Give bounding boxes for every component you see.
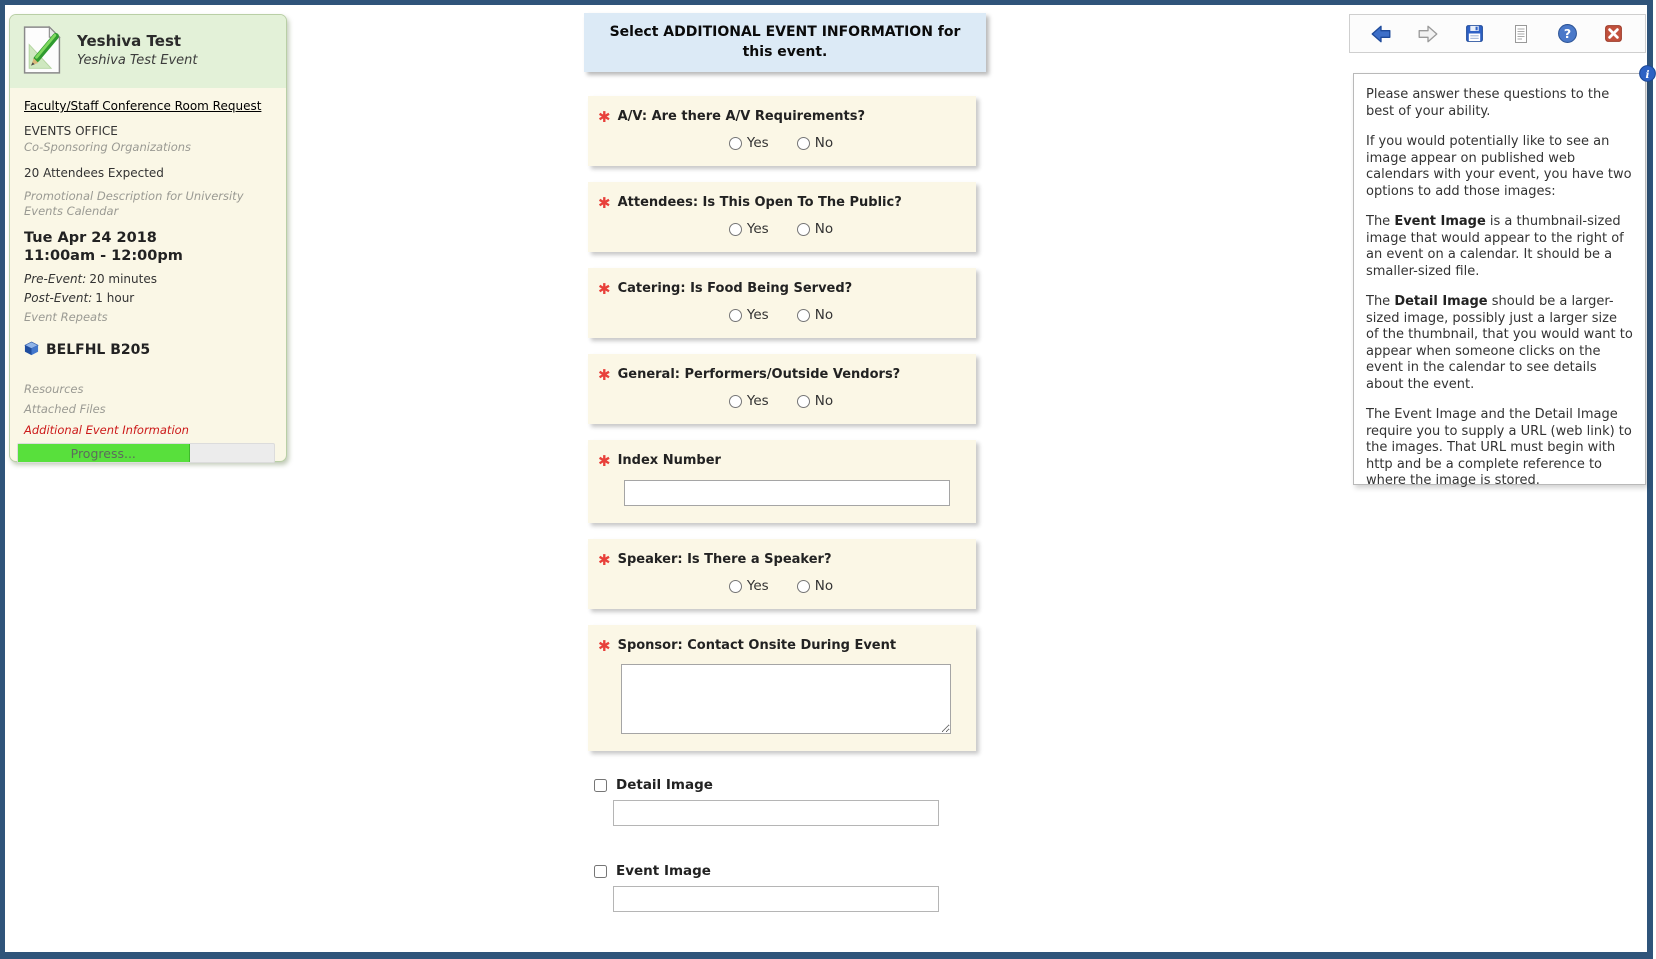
required-asterisk: ✱: [598, 637, 611, 656]
help-paragraph: The Detail Image should be a larger-sized image, possibly just a larger size of the thumbnail, that you would want to appear when someone clicks on the event in the calendar to see details about the event.: [1366, 294, 1633, 392]
attendees-expected: 20 Attendees Expected: [24, 165, 164, 180]
post-event-value: 1 hour: [95, 291, 135, 306]
info-icon[interactable]: [1639, 65, 1656, 82]
wizard-toolbar: [1349, 14, 1646, 53]
event-card-header: [10, 15, 286, 88]
detail-image-checkbox-row[interactable]: [594, 777, 986, 793]
vendors-no-radio[interactable]: [797, 395, 810, 408]
question-label: Index Number: [617, 453, 721, 469]
radio-label-no: No: [814, 393, 834, 410]
sponsor-contact-textarea[interactable]: [621, 664, 951, 734]
radio-option-no[interactable]: [797, 393, 833, 409]
help-paragraph: Please answer these questions to the best of your ability.: [1366, 87, 1610, 119]
event-summary-card: [9, 14, 287, 462]
question-performers-vendors: [588, 354, 976, 424]
help-paragraph: The Event Image is a thumbnail-sized image that would appear to the right of an event on a calendar. It should be a smaller-sized file.: [1366, 214, 1624, 279]
event-location-row: [24, 341, 272, 360]
radio-label-yes: Yes: [746, 393, 769, 410]
event-image-url-input[interactable]: [613, 886, 939, 912]
radio-label-no: No: [814, 307, 834, 324]
event-card-titles: [77, 24, 198, 68]
radio-label-yes: Yes: [746, 135, 769, 152]
co-sponsoring-placeholder: Co-Sponsoring Organizations: [24, 140, 192, 154]
speaker-yes-radio[interactable]: [729, 580, 742, 593]
radio-label-no: No: [814, 221, 834, 238]
question-av-requirements: [588, 96, 976, 166]
question-label: Sponsor: Contact Onsite During Event: [617, 638, 897, 654]
catering-yes-radio[interactable]: [729, 309, 742, 322]
question-speaker: [588, 539, 976, 609]
question-label: Speaker: Is There a Speaker?: [617, 552, 832, 568]
speaker-no-radio[interactable]: [797, 580, 810, 593]
index-number-input[interactable]: [624, 480, 950, 506]
vendors-yes-radio[interactable]: [729, 395, 742, 408]
radio-option-yes[interactable]: [729, 307, 769, 323]
help-paragraph: If you would potentially like to see an image appear on published web calendars with your event, you have two options to add those images:: [1366, 134, 1632, 199]
svg-text:i: i: [1645, 67, 1650, 81]
event-location: BELFHL B205: [46, 342, 151, 359]
radio-label-no: No: [814, 578, 834, 595]
radio-option-yes[interactable]: [729, 135, 769, 151]
radio-option-yes[interactable]: [729, 393, 769, 409]
event-organization: EVENTS OFFICE: [24, 124, 118, 138]
question-index-number: [588, 440, 976, 523]
question-open-to-public: [588, 182, 976, 252]
event-edit-document-icon: [20, 24, 64, 80]
post-event-row: [24, 291, 272, 305]
svg-text:?: ?: [1563, 25, 1572, 41]
event-image-group: [588, 863, 986, 912]
pre-event-label: Pre-Event:: [24, 272, 87, 287]
additional-event-information-link[interactable]: Additional Event Information: [24, 422, 189, 437]
radio-label-yes: Yes: [746, 578, 769, 595]
question-label: A/V: Are there A/V Requirements?: [617, 109, 866, 125]
question-catering: [588, 268, 976, 338]
pre-event-value: 20 minutes: [89, 272, 157, 287]
help-icon[interactable]: [1556, 23, 1578, 45]
event-title: Yeshiva Test: [77, 32, 182, 50]
radio-label-no: No: [814, 135, 834, 152]
public-yes-radio[interactable]: [729, 223, 742, 236]
question-sponsor-contact: [588, 625, 976, 751]
progress-fill: [18, 444, 190, 462]
radio-label-yes: Yes: [746, 221, 769, 238]
close-icon[interactable]: [1603, 23, 1625, 45]
required-asterisk: ✱: [598, 108, 611, 127]
required-asterisk: ✱: [598, 366, 611, 385]
radio-option-no[interactable]: [797, 307, 833, 323]
page-content: [5, 5, 1650, 952]
wizard-main-column: [584, 13, 986, 912]
av-no-radio[interactable]: [797, 137, 810, 150]
event-type-link[interactable]: Faculty/Staff Conference Room Request: [24, 99, 262, 113]
post-event-label: Post-Event:: [24, 291, 93, 306]
event-repeats-placeholder: Event Repeats: [24, 310, 108, 325]
promo-description-placeholder: Promotional Description for University Events Calendar: [24, 188, 244, 219]
catering-no-radio[interactable]: [797, 309, 810, 322]
event-image-checkbox-row[interactable]: [594, 863, 986, 879]
next-icon[interactable]: [1417, 23, 1439, 45]
report-icon[interactable]: [1510, 23, 1532, 45]
radio-option-yes[interactable]: [729, 221, 769, 237]
detail-image-checkbox[interactable]: [594, 779, 607, 792]
required-asterisk: ✱: [598, 452, 611, 471]
required-asterisk: ✱: [598, 280, 611, 299]
question-label: General: Performers/Outside Vendors?: [617, 367, 901, 383]
event-time: 11:00am - 12:00pm: [24, 248, 183, 265]
progress-bar: [17, 443, 275, 463]
detail-image-label: Detail Image: [616, 777, 713, 794]
event-card-body: [10, 88, 286, 461]
required-asterisk: ✱: [598, 551, 611, 570]
radio-option-no[interactable]: [797, 135, 833, 151]
radio-option-no[interactable]: [797, 578, 833, 594]
public-no-radio[interactable]: [797, 223, 810, 236]
av-yes-radio[interactable]: [729, 137, 742, 150]
radio-label-yes: Yes: [746, 307, 769, 324]
help-panel: [1353, 73, 1646, 488]
help-paragraph: The Event Image and the Detail Image require you to supply a URL (web link) to the images. That URL must begin with http and be a complete reference to where the image is stored.: [1366, 407, 1632, 488]
event-image-label: Event Image: [616, 863, 711, 880]
event-image-checkbox[interactable]: [594, 865, 607, 878]
attached-files-placeholder: Attached Files: [24, 402, 106, 417]
radio-option-yes[interactable]: [729, 578, 769, 594]
save-icon[interactable]: [1463, 23, 1485, 45]
step-instruction-header: Select ADDITIONAL EVENT INFORMATION for this event.: [584, 13, 986, 72]
detail-image-group: [588, 777, 986, 826]
radio-option-no[interactable]: [797, 221, 833, 237]
question-label: Catering: Is Food Being Served?: [617, 281, 853, 297]
question-label: Attendees: Is This Open To The Public?: [617, 195, 902, 211]
event-date: Tue Apr 24 2018: [24, 229, 157, 246]
progress-label: Progress...: [70, 445, 136, 461]
resources-placeholder: Resources: [24, 381, 84, 396]
pre-event-row: [24, 272, 272, 286]
event-subtitle: Yeshiva Test Event: [77, 53, 198, 68]
required-asterisk: ✱: [598, 194, 611, 213]
previous-icon[interactable]: [1370, 23, 1392, 45]
event-datetime: [24, 229, 272, 267]
detail-image-url-input[interactable]: [613, 800, 939, 826]
location-cube-icon: [24, 341, 39, 360]
